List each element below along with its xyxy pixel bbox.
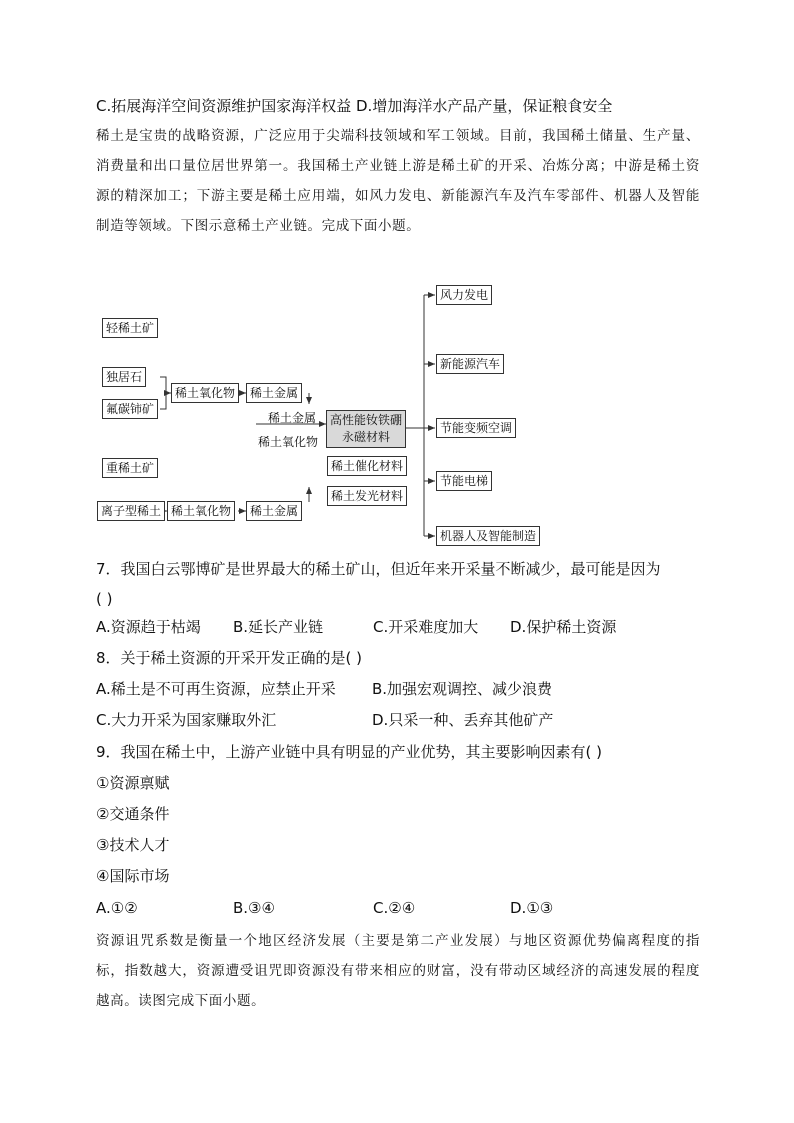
q7-option-a: A.资源趋于枯竭 (96, 618, 201, 636)
ndfeb-magnet-box (326, 410, 406, 448)
intro-paragraph: 稀土是宝贵的战略资源，广泛应用于尖端科技领域和军工领域。目前，我国稀土储量、生产量、消费量和出口量位居世界第一。我国稀土产业链上游是稀土矿的开采、冶炼分离；中游是稀土资源的精深加工；下游主要是稀土应用端，如风力发电、新能源汽车及汽车零部件、机器人及智能制造等领域。下图示意稀土产业链。完成下面小题。 (96, 128, 700, 234)
mid-oxide-label: 稀土氧化物 (258, 435, 319, 449)
q7-option-c: C.开采难度加大 (373, 618, 479, 636)
q7-option-d: D.保护稀土资源 (510, 618, 617, 636)
outro-paragraph: 资源诅咒系数是衡量一个地区经济发展（主要是第二产业发展）与地区资源优势偏离程度的指标，指数越大，资源遭受诅咒即资源没有带来相应的财富，没有带动区域经济的高速发展的程度越高。读图完成下面小题。 (96, 933, 700, 1009)
luminescent-material-box: 稀土发光材料 (327, 486, 407, 506)
mid-metal-label: 稀土金属 (268, 411, 317, 425)
bastnaesite-box: 氟碳铈矿 (102, 399, 158, 419)
q7-answer-blank: ( ) (96, 590, 113, 608)
q8-option-d: D.只采一种、丢弃其他矿产 (372, 711, 554, 729)
catalyst-material-box: 稀土催化材料 (327, 456, 407, 476)
previous-question-option-line: C.拓展海洋空间资源维护国家海洋权益 D.增加海洋水产品产量，保证粮食安全 (96, 97, 613, 115)
metal-lower-box: 稀土金属 (246, 501, 302, 521)
q9-stem: 9．我国在稀土中，上游产业链中具有明显的产业优势，其主要影响因素有( ) (96, 743, 603, 761)
wind-power-box: 风力发电 (436, 285, 492, 305)
robotics-box: 机器人及智能制造 (436, 526, 540, 546)
light-rare-earth-ore-box: 轻稀土矿 (102, 318, 158, 338)
inverter-ac-box: 节能变频空调 (436, 418, 516, 438)
new-energy-vehicle-box: 新能源汽车 (436, 354, 504, 374)
q9-option-a: A.①② (96, 899, 138, 917)
q8-option-b: B.加强宏观调控、减少浪费 (372, 680, 553, 698)
oxide-lower-box: 稀土氧化物 (167, 501, 235, 521)
q8-option-a: A.稀土是不可再生资源，应禁止开采 (96, 680, 336, 698)
energy-saving-elevator-box: 节能电梯 (436, 471, 492, 491)
metal-upper-box: 稀土金属 (246, 383, 302, 403)
q9-option-c: C.②④ (373, 899, 416, 917)
ionic-rare-earth-box: 离子型稀土 (97, 501, 165, 521)
q8-stem: 8．关于稀土资源的开采开发正确的是( ) (96, 649, 363, 667)
heavy-rare-earth-ore-box: 重稀土矿 (102, 458, 158, 478)
q9-item-4: ④国际市场 (96, 867, 170, 885)
ndfeb-magnet-line1: 高性能钕铁硼 (330, 413, 403, 427)
q7-stem: 7．我国白云鄂博矿是世界最大的稀土矿山，但近年来开采量不断减少，最可能是因为 (96, 560, 661, 578)
oxide-upper-box: 稀土氧化物 (171, 383, 239, 403)
q7-option-b: B.延长产业链 (233, 618, 324, 636)
q9-option-d: D.①③ (510, 899, 554, 917)
monazite-box: 独居石 (102, 367, 146, 387)
q8-option-c: C.大力开采为国家赚取外汇 (96, 711, 277, 729)
q9-option-b: B.③④ (233, 899, 275, 917)
ndfeb-magnet-line2: 永磁材料 (342, 430, 391, 444)
q9-item-1: ①资源禀赋 (96, 774, 170, 792)
q9-item-3: ③技术人才 (96, 836, 170, 854)
q9-item-2: ②交通条件 (96, 805, 170, 823)
